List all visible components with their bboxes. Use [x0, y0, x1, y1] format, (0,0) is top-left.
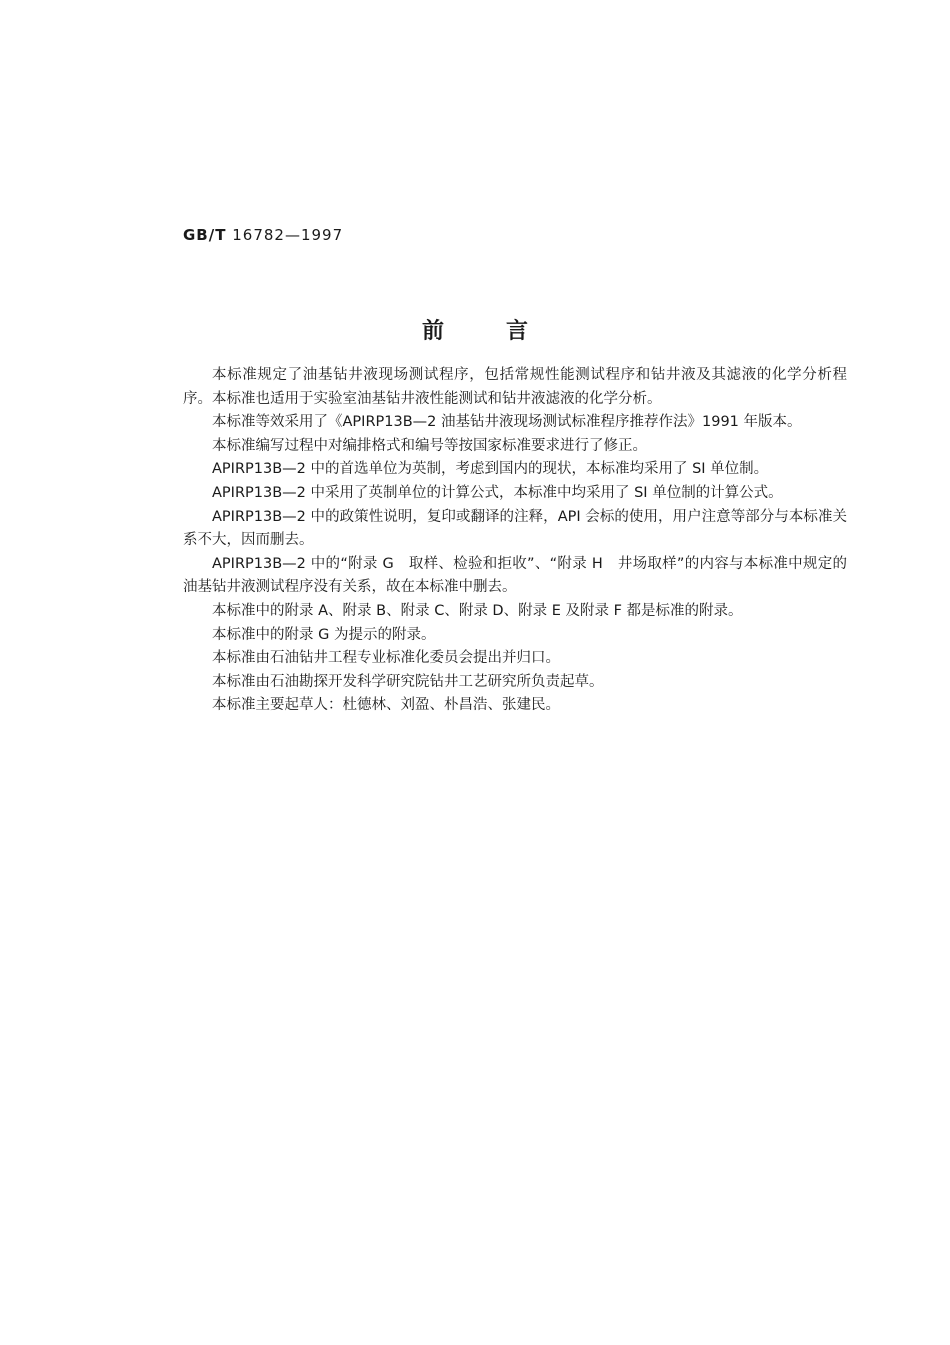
standard-prefix: GB/T: [183, 226, 227, 244]
paragraph: APIRP13B—2 中的首选单位为英制，考虑到国内的现状，本标准均采用了 SI 单位制。: [212, 461, 769, 478]
paragraph: APIRP13B—2 中的“附录 G 取样、检验和拒收”、“附录 H 井场取样”的内容与本标准中规定的油基钻井液测试程序没有关系，故在本标准中删去。: [183, 555, 847, 596]
paragraph: 本标准中的附录 A、附录 B、附录 C、附录 D、附录 E 及附录 F 都是标准的附录。: [212, 602, 743, 619]
page-title: 前言: [421, 319, 590, 344]
paragraph: 本标准由石油钻井工程专业标准化委员会提出并归口。: [212, 650, 560, 667]
foreword-body: [183, 364, 847, 718]
standard-code: [183, 226, 343, 244]
paragraph: 本标准中的附录 G 为提示的附录。: [212, 626, 436, 643]
paragraph: APIRP13B—2 中采用了英制单位的计算公式，本标准中均采用了 SI 单位制的计算公式。: [212, 484, 783, 501]
paragraph: 本标准主要起草人：杜德林、刘盈、朴昌浩、张建民。: [212, 697, 560, 714]
paragraph: APIRP13B—2 中的政策性说明，复印或翻译的注释，API 会标的使用，用户注意等部分与本标准关系不大，因而删去。: [183, 508, 847, 549]
standard-number: 16782—1997: [232, 226, 344, 244]
paragraph: 本标准由石油勘探开发科学研究院钻井工艺研究所负责起草。: [212, 673, 604, 690]
paragraph: 本标准编写过程中对编排格式和编号等按国家标准要求进行了修正。: [212, 437, 647, 454]
paragraph: 本标准规定了油基钻井液现场测试程序，包括常规性能测试程序和钻井液及其滤液的化学分析程序。本标准也适用于实验室油基钻井液性能测试和钻井液滤液的化学分析。: [183, 367, 847, 407]
paragraph: 本标准等效采用了《APIRP13B—2 油基钻井液现场测试标准程序推荐作法》1991 年版本。: [212, 414, 802, 431]
